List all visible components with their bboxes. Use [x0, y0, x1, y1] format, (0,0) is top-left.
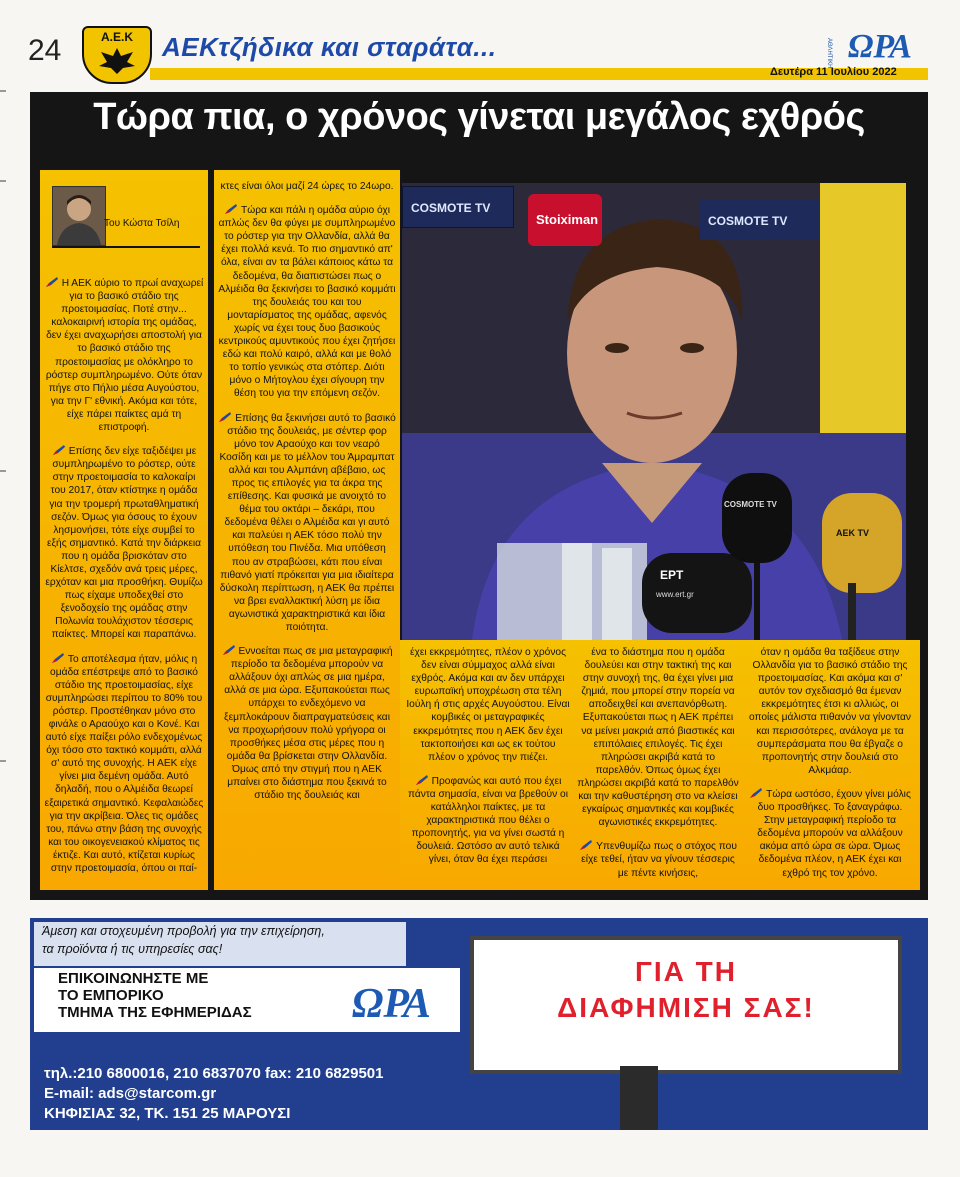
ad-contact-text	[58, 970, 252, 1021]
column-2-text	[218, 180, 396, 812]
billboard-line-1: ΓΙΑ ΤΗ	[635, 956, 737, 987]
brand-subtitle: ΑΘΛΗΤΙΚΗ	[826, 38, 832, 69]
sponsor-banner-cosmote-right: COSMOTE TV	[700, 200, 820, 240]
coach-photo	[402, 183, 906, 640]
eagle-icon	[97, 44, 137, 76]
bottom-columns	[400, 640, 920, 890]
ad-phone: τηλ.:210 6800016, 210 6837070 fax: 210 6829501	[44, 1065, 384, 1082]
sponsor-banner-cosmote-left: COSMOTE TV	[402, 186, 514, 228]
paragraph: κτες είναι όλοι μαζί 24 ώρες το 24ωρο.	[220, 181, 394, 192]
paragraph: Υπενθυμίζω πως ο στόχος που είχε τεθεί, ήταν να γίνουν τέσσερις με πέντε κινήσεις,	[576, 839, 740, 879]
ad-contact-line-2: ΤΟ ΕΜΠΟΡΙΚΟ	[58, 987, 164, 1004]
column-2	[214, 170, 400, 890]
ad-contact-line-1: ΕΠΙΚΟΙΝΩΝΗΣΤΕ ΜΕ	[58, 970, 209, 987]
paragraph: Εννοείται πως σε μια μεταγραφική περίοδο τα δεδομένα μπορούν να αλλάξουν όχι απλώς σε μια ημέρα, αλλά σε μια ώρα. Εξυπακούεται πως υπάρχει το ενδεχόμενο να ξεμπλοκάρουν διαπραγματεύσεις και να προχωρήσουν πολύ γρήγορα οι προσθήκες μέσα στις μέρες που η ομάδα θα βρίσκεται στην Ολλανδία. Όμως από την στιγμή που η ΑΕΚ μπαίνει στο διάστημα που ξεκινά το στάδιο της δουλειάς και	[218, 644, 396, 802]
column-5-text	[746, 646, 914, 890]
column-3-text	[406, 646, 570, 877]
paragraph: Τώρα ωστόσο, έχουν γίνει μόλις δυο προσθήκες. Το ξαναγράφω. Στην μεταγραφική περίοδο τα δεδομένα μπορούν να αλλάξουν ακόμα από ώρα σε ώρα. Όμως δεδομένα πλέον, η ΑΕΚ έχει και εχθρό της τον χρόνο.	[746, 787, 914, 880]
issue-date: Δευτέρα 11 Ιουλίου 2022	[770, 66, 897, 78]
column-4-text	[576, 646, 740, 890]
pen-icon	[51, 652, 65, 664]
margin-mark	[0, 180, 6, 182]
billboard-text	[470, 954, 902, 1026]
ad-slogan-line-2: τα προϊόντα ή τις υπηρεσίες σας!	[42, 942, 223, 956]
paragraph: Επίσης δεν είχε ταξιδέψει με συμπληρωμένο το ρόστερ, ούτε στην προετοιμασία το καλοκαίρι του 2017, όταν κτίστηκε η ομάδα για την τρομερή πρωταθληματική σεζόν. Όμως για όσους το έχουν λησμονήσει, τότε είχε συμβεί το εξής σημαντικό. Κατά την διάρκεια που η ομάδα βρισκόταν στο Κίελτσε, σχεδόν ανά τρεις μέρες, ερχόταν και μια προσθήκη. Θυμίζω πως είχαμε υποδεχθεί στο ξενοδοχείο της ομάδας στην Πολωνία τουλάχιστον τέσσερις παίκτες. Μπορεί και παραπάνω.	[45, 446, 203, 641]
pen-icon	[218, 411, 232, 423]
pen-icon	[222, 644, 236, 656]
mic-label-cosmote: COSMOTE TV	[724, 500, 777, 509]
billboard-post	[620, 1066, 658, 1130]
margin-mark	[0, 470, 6, 472]
paragraph: ένα το διάστημα που η ομάδα δουλεύει και στην τακτική της και στην συνοχή της, θα έχει γίνει μια ζημιά, που μπορεί στην πορεία να αποδειχθεί και ανεπανόρθωτη. Εξυπακούεται πως η ΑΕΚ πρέπει να μείνει μακριά από βιαστικές και επιπόλαιες επιλογές. Τις έχει πληρώσει ακριβά κατά το παρελθόν. Όπως όμως έχει πληρώσει ακριβά κατά το παρελθόν και την καθυστέρηση στο να κλείσει εγκαίρως σημαντικές και κομβικές αγωνιστικές εκκρεμότητες.	[577, 647, 739, 829]
ad-slogan	[34, 922, 406, 966]
paragraph: Η ΑΕΚ αύριο το πρωί αναχωρεί για το βασικό στάδιο της προετοιμασίας. Ποτέ στην... καλοκαιρινή ιστορία της ομάδας, δεν έχει αναχωρήσει αποστολή για το βασικό στάδιο της προετοιμασίας με ολόκληρο το ρόστερ συμπληρωμένο. Ούτε όταν πήγε στο Πήλιο μέσα Αυγούστου, για την Γ' εθνική. Ακόμα και τότε, είχε πάρει παίκτες αμά τη επιστροφή.	[45, 278, 204, 434]
column-1-text	[44, 276, 204, 885]
ad-slogan-line-1: Άμεση και στοχευμένη προβολή για την επιχείρηση,	[42, 924, 325, 938]
paragraph: Τώρα και πάλι η ομάδα αύριο όχι απλώς δεν θα φύγει με συμπληρωμένο το ρόστερ για την Ολλανδία, αλλά θα έχει πολλά κενά. Το πιο σημαντικό απ' όλα, είναι αν τα βάλει κάποιος κάτω τα δεδομένα, θα διαπιστώσει πως ο Αλμέιδα θα ξεκινήσει το βασικό κομμάτι της δουλειάς του και του μονταρίσματος της ομάδας, αφενός χωρίς να έχει τους δυο βασικούς κεντρικούς αμυντικούς που έχει ζητήσει εδώ και πολύ καιρό, αλλά και με θολό το τοπίο γενικώς στα στόπερ. Διότι μόνο ο Μήτογλου έχει σίγουρη την θέση του για την επόμενη σεζόν.	[218, 205, 396, 400]
sponsor-banner-red: Stoiximan	[528, 194, 602, 246]
paragraph: Το αποτέλεσμα ήταν, μόλις η ομάδα επέστρεψε από το βασικό στάδιο της προετοιμασίας, είχε συμπληρώσει περίπου το 80% του ρόστερ. Προστέθηκαν μόνο στο φινάλε ο Αραούχο και ο Κονέ. Και αυτό είχε παίξει ρόλο ενδεχομένως όχι τόσο στο τακτικό κομμάτι, αλλά σ' αυτό της συνοχής. Η ΑΕΚ είχε γίνει μια δεμένη ομάδα. Αυτό δηλαδή, που ο Αλμέιδα θεωρεί εξαιρετικά σημαντικό. Κεφαλαιώδες για την ακρίβεια. Όλες τις ομάδες του, πάνω στην βάση της συνοχής και του οικογενειακού κλίματος τις έκτιζε. Και αυτό, κτίζεται κυρίως στην προετοιμασία, όπου οι παί-	[44, 653, 204, 875]
pen-icon	[45, 276, 59, 288]
author-byline: Του Κώστα Τσίλη	[104, 218, 180, 229]
newspaper-brand: ΩΡΑ	[848, 28, 912, 65]
ad-address: ΚΗΦΙΣΙΑΣ 32, ΤΚ. 151 25 ΜΑΡΟΥΣΙ	[44, 1105, 291, 1122]
pen-icon	[415, 774, 429, 786]
pen-icon	[749, 787, 763, 799]
pen-icon	[52, 444, 66, 456]
pen-icon	[224, 203, 238, 215]
paragraph: Επίσης θα ξεκινήσει αυτό το βασικό στάδιο της δουλειάς, με σέντερ φορ μόνο τον Αραούχο και τον νεαρό Κοσίδη και με το μέλλον του Άμραμπατ αλλά και του Αλμπάνη αβέβαιο, ως προς τις επιλογές για τα άκρα της επίθεσης. Και φυσικά με ανοιχτό το θέμα του οκτάρι – δεκάρι, που δεδομένα θέλει ο Αλμέιδα και γι αυτό και παλεύει η ΑΕΚ τόσο πολύ την υπόθεση του Πινέδα. Μια υπόθεση που αν στραβώσει, κάτι που είναι πιθανό γιατί πρόκειται για μια ιδιαίτερα δύσκολη περίπτωση, η ΑΕΚ θα πρέπει να βρει εναλλακτική λύση με ίδια αγωνιστικά χαρακτηριστικά και ίδια ποιότητα.	[219, 412, 396, 633]
column-1	[40, 170, 208, 890]
margin-mark	[0, 90, 6, 92]
section-title: ΑΕΚτζήδικα και σταράτα...	[162, 32, 497, 62]
pen-icon	[579, 839, 593, 851]
margin-mark	[0, 760, 6, 762]
coach-press-conference-illustration	[402, 183, 906, 640]
ad-brand: ΩΡΑ	[352, 981, 431, 1027]
billboard-line-2: ΔΙΑΦΗΜΙΣΗ ΣΑΣ!	[557, 992, 815, 1023]
mic-label-ert: ΕΡΤ	[660, 568, 684, 582]
paragraph: Προφανώς και αυτό που έχει πάντα σημασία, είναι να βρεθούν οι κατάλληλοι παίκτες, με τα χαρακτηριστικά που θέλει ο προπονητής, για να γίνει σωστά η δουλειά. Ωστόσο αν αυτό τελικά γίνει, όταν θα έχει περάσει	[408, 775, 568, 866]
paragraph: έχει εκκρεμότητες, πλέον ο χρόνος δεν είναι σύμμαχος αλλά είναι εχθρός. Ακόμα και αν δεν υπάρχει ευρωπαϊκή υποχρέωση στα τέλη Ιούλη ή στις αρχές Αυγούστου. Είναι κομβικές οι μεταγραφικές εκκρεμότητες που η ΑΕΚ δεν έχει τακτοποιήσει και ως εκ τούτου πλέον ο χρόνος την πιέζει.	[406, 647, 570, 763]
mic-label-aek: ΑΕΚ TV	[836, 528, 870, 538]
byline-rule	[52, 246, 200, 248]
ad-email: E-mail: ads@starcom.gr	[44, 1085, 217, 1102]
author-portrait-icon	[53, 187, 105, 245]
ad-details	[44, 1064, 383, 1124]
ad-contact-line-3: ΤΜΗΜΑ ΤΗΣ ΕΦΗΜΕΡΙΔΑΣ	[58, 1004, 252, 1021]
article-headline: Τώρα πια, ο χρόνος γίνεται μεγάλος εχθρός	[93, 96, 865, 138]
aek-logo	[82, 26, 152, 84]
logo-text: Α.Ε.Κ	[100, 30, 133, 44]
mic-label-ert-url: www.ert.gr	[656, 590, 694, 599]
paragraph: όταν η ομάδα θα ταξίδευε στην Ολλανδία για το βασικό στάδιο της προετοιμασίας. Και ακόμα και σ' αυτόν τον σχεδιασμό θα έμεναν εκκρεμότητες έτσι κι αλλιώς, οι οποίες μάλιστα πιθανόν να γίνονταν και περισσότερες, ανάλογα με τα συμπεράσματα που θα έβγαζε ο προπονητής στην δουλειά στο Αλκμάαρ.	[748, 647, 912, 776]
page-number: 24	[28, 34, 62, 67]
author-photo	[52, 186, 106, 246]
